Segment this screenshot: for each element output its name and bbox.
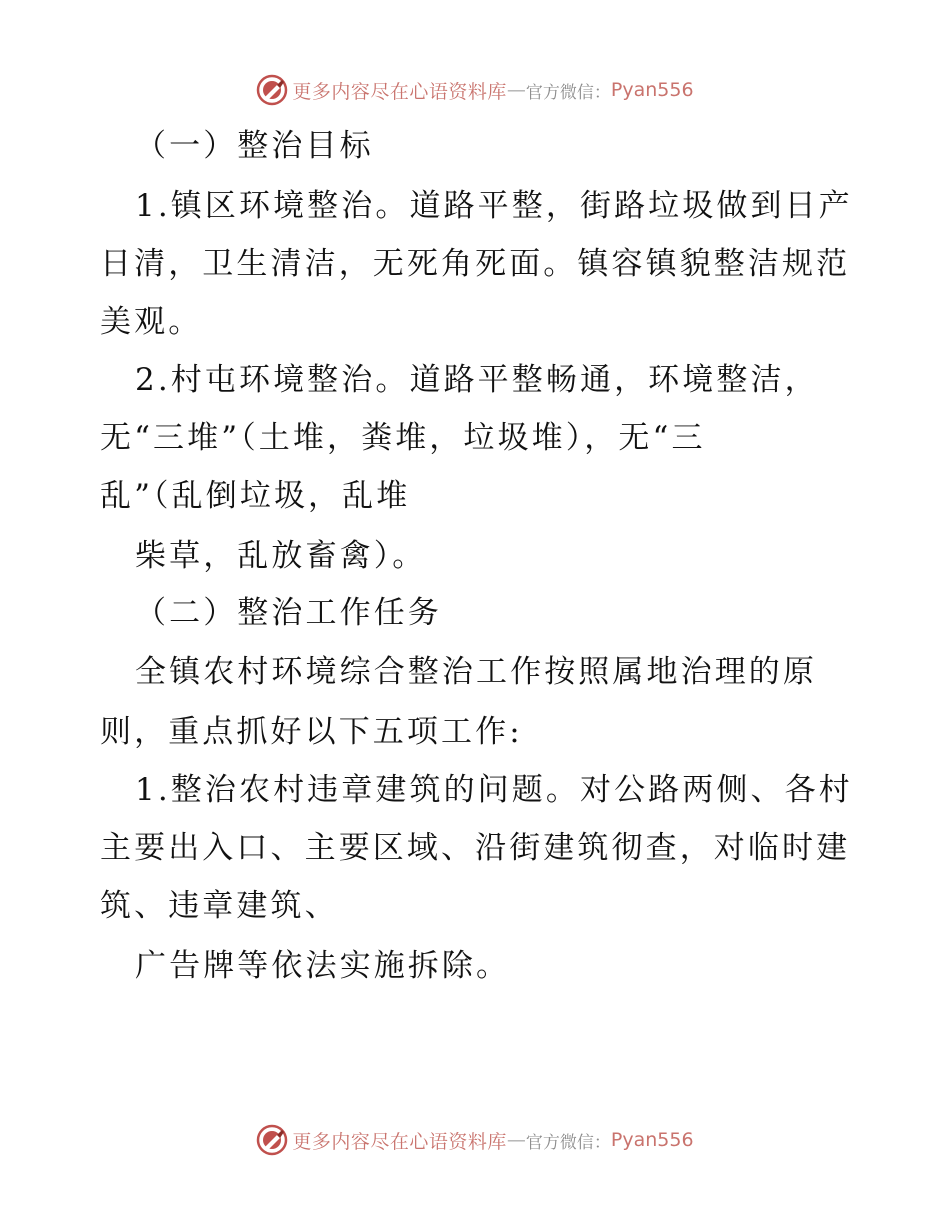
paragraph-line: 全镇农村环境综合整治工作按照属地治理的原: [135, 654, 817, 690]
pen-nib-logo-icon: [256, 1124, 288, 1156]
header-watermark-banner: [0, 72, 950, 108]
banner-wechat-id: Pyan556: [610, 1129, 694, 1151]
paragraph-line: 1.镇区环境整治。道路平整，街路垃圾做到日产: [135, 188, 853, 224]
banner-promo-text: 更多内容尽在心语资料库: [292, 1130, 507, 1153]
paragraph-line: 则，重点抓好以下五项工作:: [100, 714, 523, 750]
footer-watermark-banner: [0, 1122, 950, 1158]
paragraph-line: 日清，卫生清洁，无死角死面。镇容镇貌整洁规范: [100, 246, 851, 282]
section-heading: （二）整治工作任务: [135, 595, 442, 631]
paragraph-line: 美观。: [100, 304, 203, 340]
banner-official-label: 官方微信：: [525, 82, 611, 103]
banner-separator: —: [506, 1129, 526, 1151]
paragraph-line: 1.整治农村违章建筑的问题。对公路两侧、各村: [135, 772, 853, 808]
pen-nib-logo-icon: [256, 74, 288, 106]
paragraph-line: 2.村屯环境整治。道路平整畅通，环境整洁，: [135, 362, 819, 398]
paragraph-line: 筑、违章建筑、: [100, 888, 339, 924]
paragraph-line: 乱”（乱倒垃圾，乱堆: [100, 478, 411, 514]
section-heading: （一）整治目标: [135, 128, 374, 164]
banner-wechat-id: Pyan556: [610, 79, 694, 101]
paragraph-line: 主要出入口、主要区域、沿街建筑彻查，对临时建: [100, 830, 851, 866]
banner-official-label: 官方微信：: [525, 1132, 611, 1153]
paragraph-line: 广告牌等依法实施拆除。: [135, 948, 511, 984]
banner-promo-text: 更多内容尽在心语资料库: [292, 80, 507, 103]
paragraph-line: 柴草，乱放畜禽）。: [135, 538, 427, 574]
banner-separator: —: [506, 79, 526, 101]
paragraph-line: 无“三堆”（土堆，粪堆，垃圾堆），无“三: [100, 420, 706, 456]
